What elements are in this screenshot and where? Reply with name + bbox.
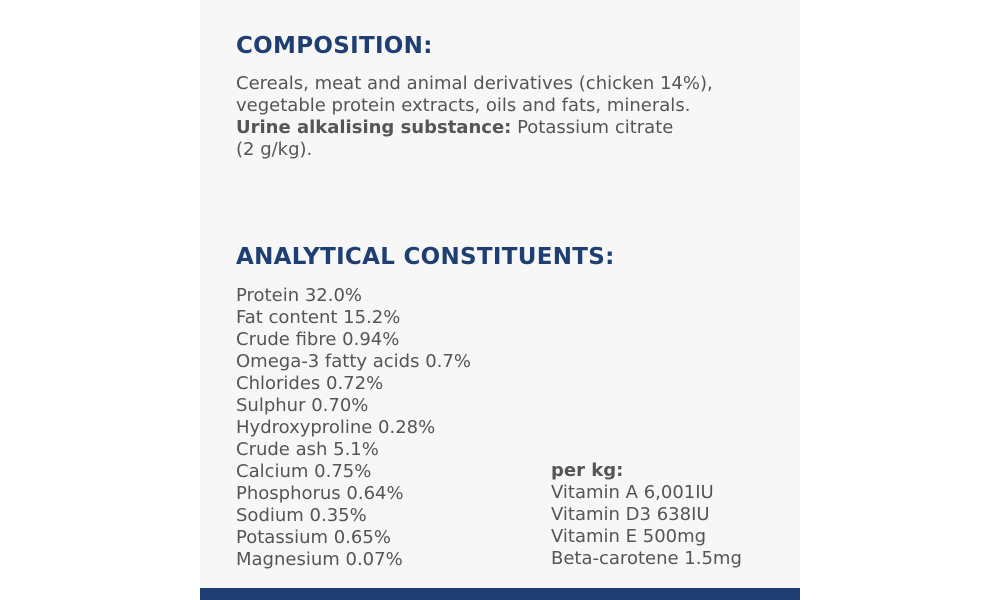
constituent-item: Calcium 0.75% <box>236 461 372 482</box>
constituent-item: Sulphur 0.70% <box>236 395 369 416</box>
composition-heading: COMPOSITION: <box>236 33 433 59</box>
composition-line: vegetable protein extracts, oils and fats, minerals. <box>236 95 691 116</box>
per-kg-item: Vitamin E 500mg <box>551 526 707 547</box>
analytical-constituents-heading: ANALYTICAL CONSTITUENTS: <box>236 244 615 270</box>
urine-alkalising-label: Urine alkalising substance: <box>236 117 512 138</box>
constituent-item: Phosphorus 0.64% <box>236 483 404 504</box>
constituent-item: Magnesium 0.07% <box>236 549 403 570</box>
constituents-list <box>236 285 471 571</box>
constituent-item: Chlorides 0.72% <box>236 373 384 394</box>
per-kg-title: per kg: <box>551 460 624 481</box>
constituent-item: Fat content 15.2% <box>236 307 401 328</box>
composition-line: Cereals, meat and animal derivatives (chicken 14%), <box>236 73 713 94</box>
constituent-item: Crude fibre 0.94% <box>236 329 400 350</box>
constituent-item: Hydroxyproline 0.28% <box>236 417 436 438</box>
composition-text <box>236 73 713 161</box>
per-kg-item: Vitamin A 6,001IU <box>551 482 714 503</box>
constituent-item: Potassium 0.65% <box>236 527 391 548</box>
per-kg-list <box>551 460 742 570</box>
composition-line: (2 g/kg). <box>236 139 313 160</box>
constituent-item: Crude ash 5.1% <box>236 439 379 460</box>
urine-alkalising-value: Potassium citrate <box>517 117 674 138</box>
constituent-item: Protein 32.0% <box>236 285 362 306</box>
bottom-accent-bar <box>200 588 800 600</box>
per-kg-item: Beta-carotene 1.5mg <box>551 548 742 569</box>
constituent-item: Omega-3 fatty acids 0.7% <box>236 351 471 372</box>
per-kg-item: Vitamin D3 638IU <box>551 504 710 525</box>
constituent-item: Sodium 0.35% <box>236 505 367 526</box>
composition-line <box>236 117 713 139</box>
